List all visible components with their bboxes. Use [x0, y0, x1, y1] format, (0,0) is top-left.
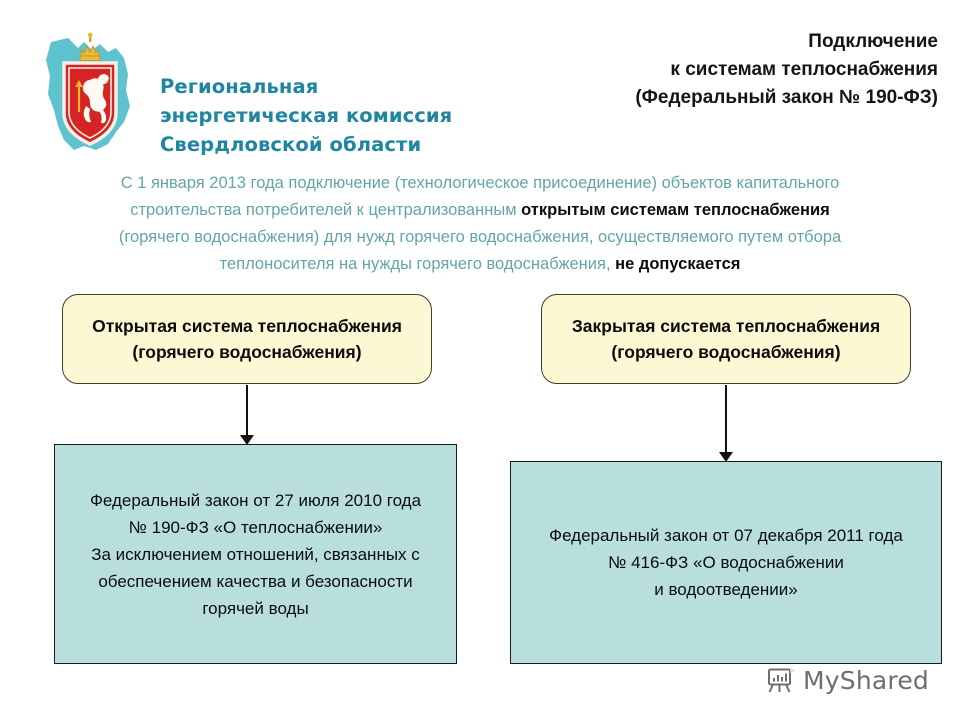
- closed-system-law-box: [510, 461, 942, 664]
- open-law-line-5: горячей воды: [202, 598, 309, 618]
- down-arrow-icon-right: [719, 385, 733, 462]
- page-title-line-3: (Федеральный закон № 190-ФЗ): [635, 87, 938, 108]
- logo-line-1: Региональная: [160, 75, 319, 98]
- closed-system-line-2: (горячего водоснабжения): [611, 342, 841, 362]
- closed-law-line-2: № 416-ФЗ «О водоснабжении: [608, 553, 844, 572]
- intro-line-3: (горячего водоснабжения) для нужд горячего водоснабжения, осуществляемого путем отбора: [118, 228, 842, 246]
- watermark-label: MyShared: [803, 666, 929, 695]
- open-system-line-2: (горячего водоснабжения): [132, 342, 362, 362]
- page-title: [518, 28, 938, 112]
- intro-line-1: С 1 января 2013 года подключение (технологическое присоединение) объектов капитального: [120, 174, 840, 192]
- intro-line-2: [62, 197, 898, 224]
- myshared-watermark: [766, 666, 929, 696]
- organization-name: [160, 72, 460, 159]
- presentation-board-icon: [766, 666, 796, 696]
- slide-header: [0, 0, 960, 165]
- logo-line-2: энергетическая комиссия: [160, 104, 453, 127]
- intro-line-2-emphasis: открытым системам теплоснабжения: [521, 201, 830, 219]
- intro-line-4: [62, 251, 898, 278]
- intro-paragraph: [62, 170, 898, 278]
- open-system-line-1: Открытая система теплоснабжения: [92, 316, 402, 336]
- sverdlovsk-coat-of-arms-icon: [38, 28, 148, 156]
- open-law-line-2: № 190-ФЗ «О теплоснабжении»: [128, 517, 383, 537]
- arrow-shaft: [246, 385, 248, 436]
- open-system-box: [62, 294, 432, 384]
- page-title-line-2: к системам теплоснабжения: [670, 59, 938, 80]
- closed-law-line-1: Федеральный закон от 07 декабря 2011 года: [549, 526, 903, 545]
- closed-system-line-1: Закрытая система теплоснабжения: [571, 316, 881, 336]
- intro-line-4-plain: теплоносителя на нужды горячего водоснабжения,: [219, 255, 616, 273]
- open-law-line-1: Федеральный закон от 27 июля 2010 года: [89, 490, 422, 510]
- open-law-line-4: обеспечением качества и безопасности: [98, 571, 413, 591]
- down-arrow-icon-left: [240, 385, 254, 445]
- logo-line-3: Свердловской области: [160, 133, 422, 156]
- open-system-law-box: [54, 444, 457, 664]
- closed-law-line-3: и водоотведении»: [654, 580, 798, 599]
- intro-line-4-emphasis: не допускается: [615, 255, 741, 273]
- closed-system-box: [541, 294, 911, 384]
- page-title-line-1: Подключение: [808, 31, 938, 52]
- organization-logo: [38, 28, 458, 156]
- intro-line-2-plain: строительства потребителей к централизованным: [130, 201, 522, 219]
- arrow-shaft: [725, 385, 727, 453]
- open-law-line-3: За исключением отношений, связанных с: [91, 544, 420, 564]
